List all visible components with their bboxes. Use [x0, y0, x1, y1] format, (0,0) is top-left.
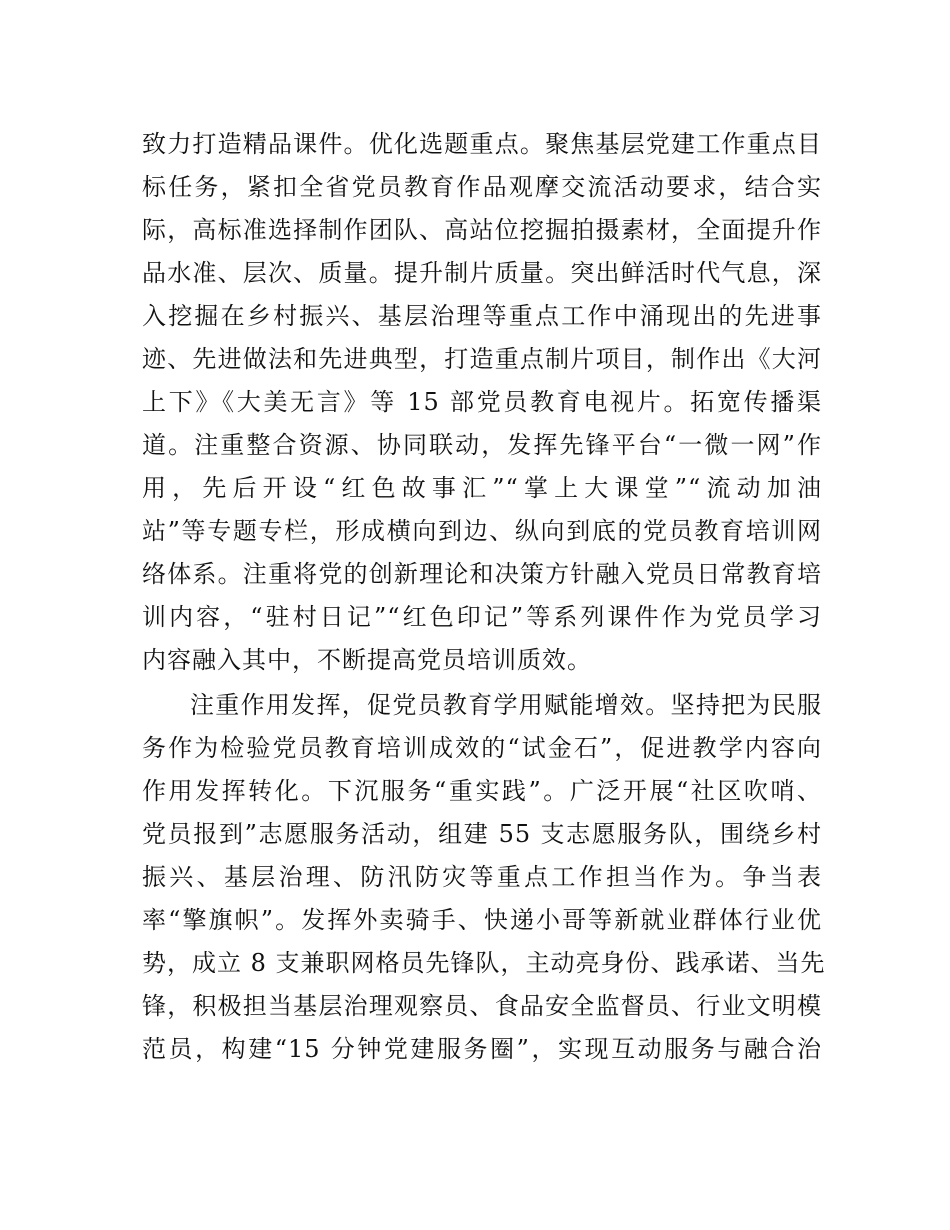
text-line: 锋，积极担当基层治理观察员、食品安全监督员、行业文明模 — [142, 992, 822, 1020]
text-line: 用，先后开设“红色故事汇”“掌上大课堂”“流动加油 — [142, 474, 822, 502]
text-line: 务作为检验党员教育培训成效的“试金石”，促进教学内容向 — [142, 734, 822, 762]
text-line: 道。注重整合资源、协同联动，发挥先锋平台“一微一网”作 — [142, 431, 822, 459]
text-line: 注重作用发挥，促党员教育学用赋能增效。坚持把为民服 — [190, 691, 822, 719]
text-line: 迹、先进做法和先进典型，打造重点制片项目，制作出《大河 — [142, 345, 822, 373]
text-line: 势，成立 8 支兼职网格员先锋队，主动亮身份、践承诺、当先 — [142, 949, 826, 977]
text-line: 训内容，“驻村日记”“红色印记”等系列课件作为党员学习 — [142, 603, 822, 631]
text-line: 振兴、基层治理、防汛防灾等重点工作担当作为。争当表 — [142, 863, 822, 891]
text-line: 品水准、层次、质量。提升制片质量。突出鲜活时代气息，深 — [142, 259, 822, 287]
text-line: 际，高标准选择制作团队、高站位挖掘拍摄素材，全面提升作 — [142, 216, 822, 244]
text-line: 入挖掘在乡村振兴、基层治理等重点工作中涌现出的先进事 — [142, 302, 822, 330]
text-line: 率“擎旗帜”。发挥外卖骑手、快递小哥等新就业群体行业优 — [142, 906, 822, 934]
paragraph-courseware — [142, 123, 822, 682]
text-line: 标任务，紧扣全省党员教育作品观摩交流活动要求，结合实 — [142, 173, 822, 201]
text-line: 内容融入其中，不断提高党员培训质效。 — [142, 646, 592, 674]
text-line: 上下》《大美无言》等 15 部党员教育电视片。拓宽传播渠 — [142, 388, 822, 416]
paragraph-role-play — [142, 684, 826, 1071]
text-line: 党员报到”志愿服务活动，组建 55 支志愿服务队，围绕乡村 — [142, 820, 822, 848]
text-line: 致力打造精品课件。优化选题重点。聚焦基层党建工作重点目 — [142, 130, 822, 158]
text-line: 站”等专题专栏，形成横向到边、纵向到底的党员教育培训网 — [142, 517, 822, 545]
text-line: 作用发挥转化。下沉服务“重实践”。广泛开展“社区吹哨、 — [142, 777, 822, 805]
text-line: 范员，构建“15 分钟党建服务圈”，实现互动服务与融合治 — [142, 1035, 822, 1063]
text-line: 络体系。注重将党的创新理论和决策方针融入党员日常教育培 — [142, 560, 822, 588]
